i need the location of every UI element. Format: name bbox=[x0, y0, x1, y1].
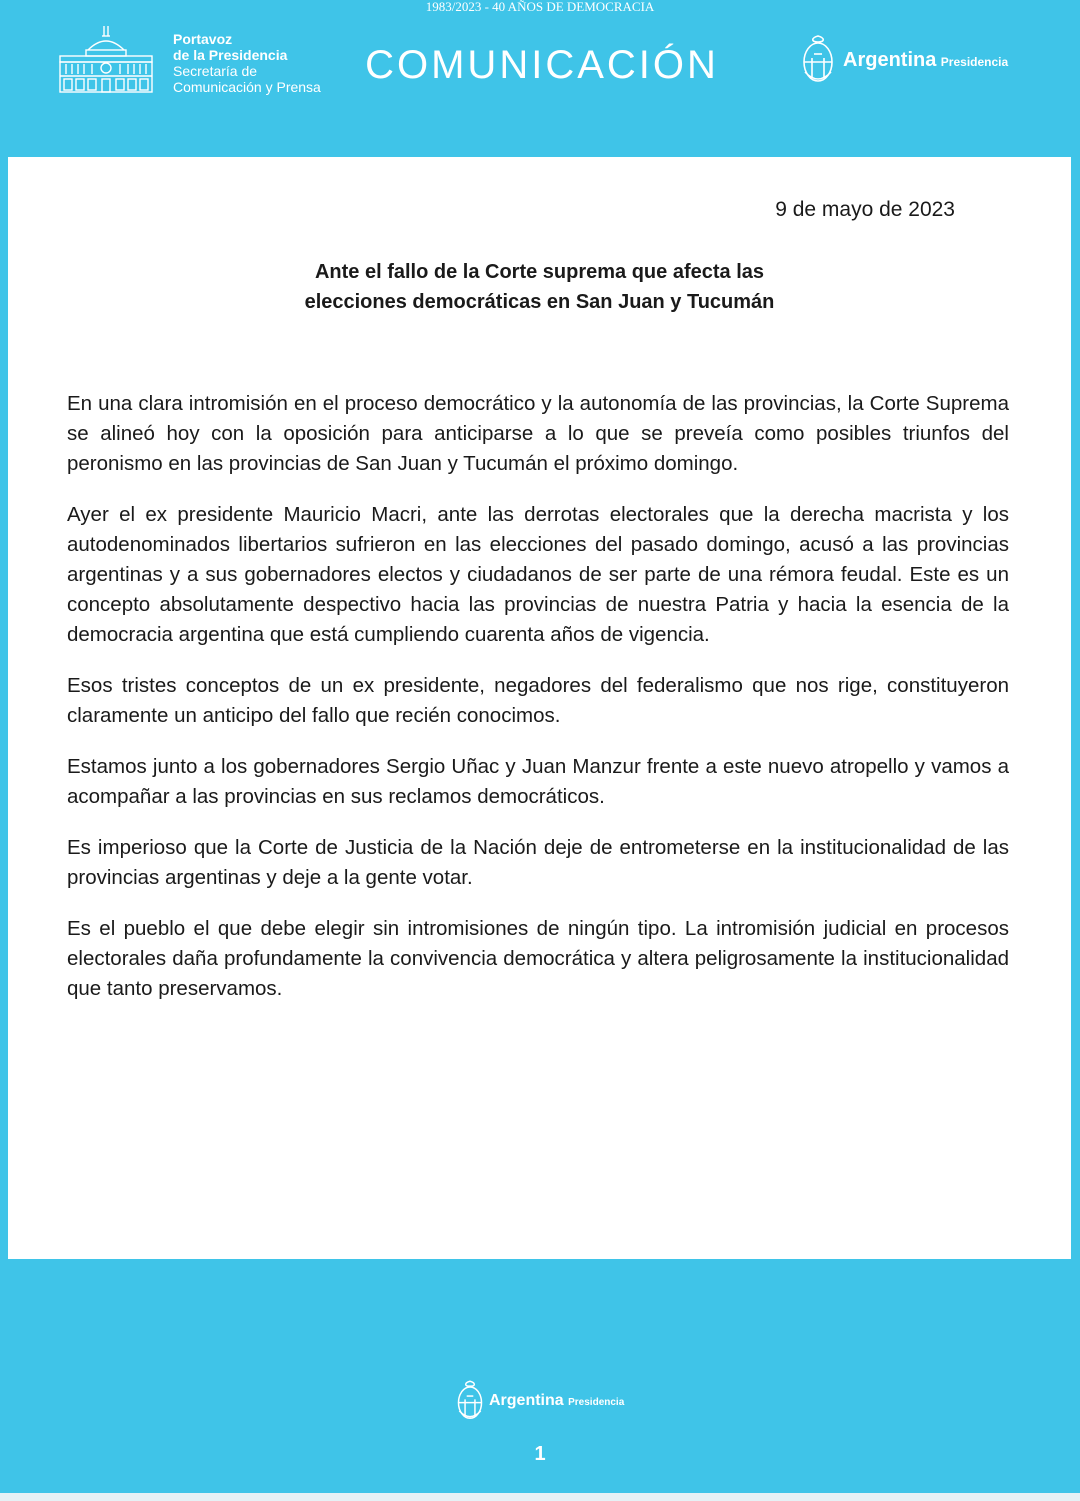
bottom-strip bbox=[0, 1493, 1080, 1501]
footer-brand-text bbox=[489, 1392, 624, 1410]
anniversary-banner: 1983/2023 - 40 AÑOS DE DEMOCRACIA bbox=[425, 0, 655, 14]
header-brand-main: Argentina bbox=[843, 49, 937, 71]
header-brand-sub: Presidencia bbox=[940, 55, 1009, 69]
header-brand bbox=[843, 49, 1008, 72]
footer-brand-main: Argentina bbox=[489, 1392, 564, 1409]
page-number: 1 bbox=[534, 1443, 546, 1465]
body-paragraph: Esos tristes conceptos de un ex presidente, negadores del federalismo que nos rige, constituyeron claramente un anticipo del fallo que recién conocimos. bbox=[67, 674, 1009, 727]
header bbox=[0, 14, 1080, 156]
body-paragraph: Es imperioso que la Corte de Justicia de la Nación deje de entrometerse en la institucionalidad de las provincias argentinas y deje a la gente votar. bbox=[67, 836, 1009, 889]
org-line-portavoz: Portavoz bbox=[173, 31, 233, 47]
argentina-seal-icon bbox=[801, 34, 835, 86]
document-title bbox=[8, 257, 1071, 317]
body-paragraph: Estamos junto a los gobernadores Sergio Uñac y Juan Manzur frente a este nuevo atropello y vamos a acompañar a las provincias en sus reclamos democráticos. bbox=[67, 755, 1009, 808]
footer-brand bbox=[454, 1377, 634, 1425]
document-title-line1: Ante el fallo de la Corte suprema que afecta las bbox=[314, 261, 765, 283]
body-paragraph: Ayer el ex presidente Mauricio Macri, ante las derrotas electorales que la derecha macrista y los autodenominados libertarios sufrieron en las elecciones del pasado domingo, acusó a las provincias argentinas y a sus gobernadores electos y ciudadanos de ser parte de una rémora feudal. Este es un concepto absolutamente despectivo hacia las provincias de nuestra Patria y hacia la esencia de la democracia argentina que está cumpliendo cuarenta años de vigencia. bbox=[67, 503, 1009, 646]
argentina-seal-icon bbox=[456, 1379, 484, 1423]
org-line-presidencia: de la Presidencia bbox=[173, 47, 288, 63]
document-sheet bbox=[8, 157, 1071, 1259]
org-name bbox=[173, 31, 321, 95]
body-paragraph: En una clara intromisión en el proceso democrático y la autonomía de las provincias, la Corte Suprema se alineó hoy con la oposición para anticiparse a lo que se preveía como posibles triunfos del peronismo en las provincias de San Juan y Tucumán el próximo domingo. bbox=[67, 392, 1009, 475]
document-date: 9 de mayo de 2023 bbox=[775, 198, 955, 221]
header-title: COMUNICACIÓN bbox=[365, 43, 719, 87]
document-title-line2: elecciones democráticas en San Juan y Tucumán bbox=[304, 291, 775, 313]
footer-brand-sub: Presidencia bbox=[568, 1397, 625, 1408]
document-body bbox=[67, 389, 1009, 1025]
org-line-secretaria: Secretaría de bbox=[173, 63, 258, 79]
body-paragraph: Es el pueblo el que debe elegir sin intromisiones de ningún tipo. La intromisión judicial en procesos electorales daña profundamente la convivencia democrática y altera peligrosamente la institucionalidad que tanto preservamos. bbox=[67, 917, 1009, 1000]
casa-rosada-building-icon bbox=[58, 24, 154, 96]
org-line-comunicacion: Comunicación y Prensa bbox=[173, 79, 321, 95]
